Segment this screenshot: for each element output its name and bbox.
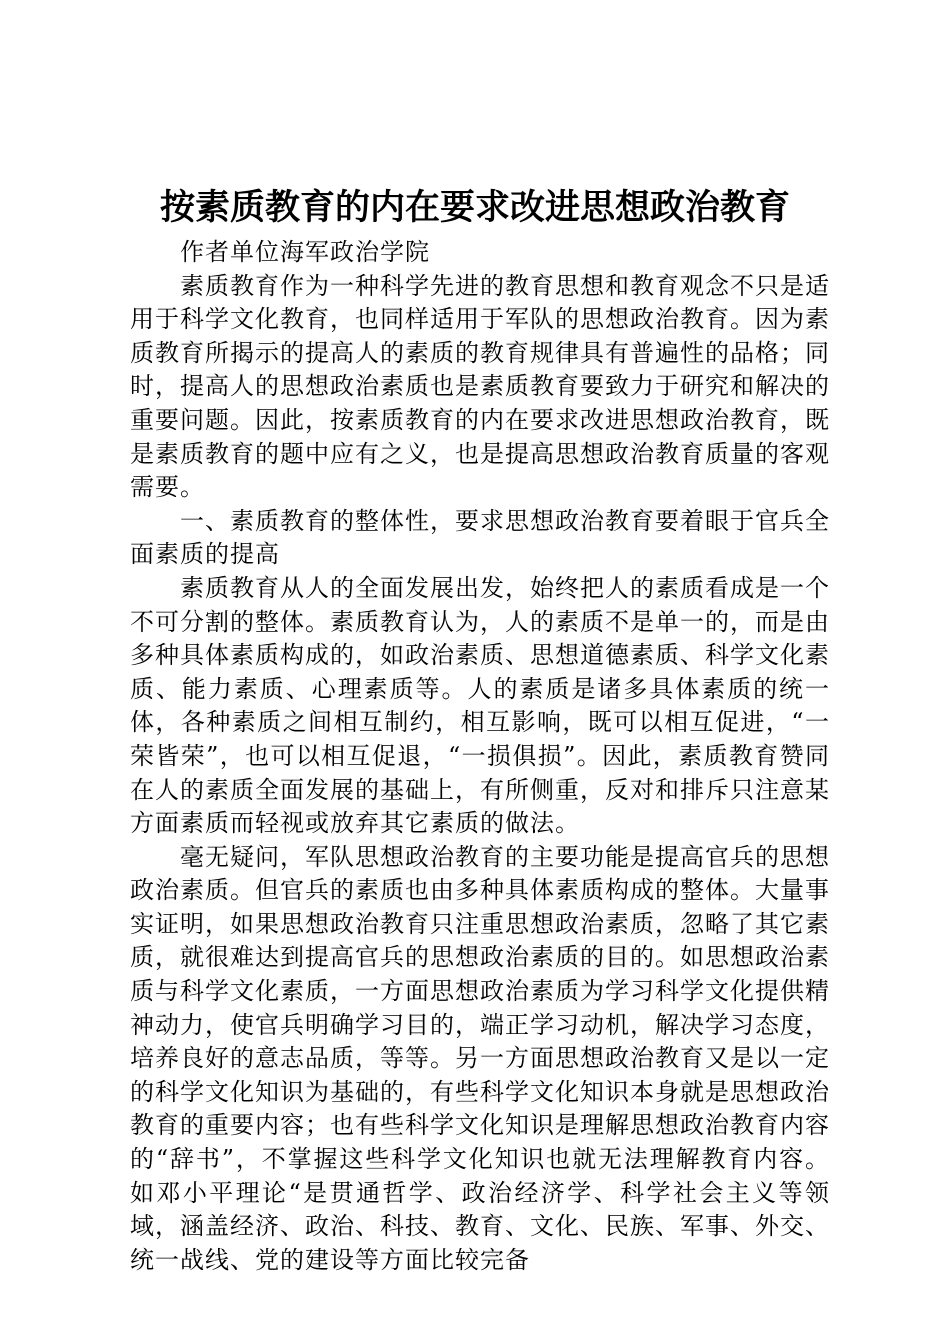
paragraph: 毫无疑问，军队思想政治教育的主要功能是提高官兵的思想政治素质。但官兵的素质也由多种具体素质构成的整体。大量事实证明，如果思想政治教育只注重思想政治素质，忽略了其它素质，就很难达到提高官兵的思想政治素质的目的。如思想政治素质与科学文化素质，一方面思想政治素质为学习科学文化提供精神动力，使官兵明确学习目的，端正学习动机，解决学习态度，培养良好的意志品质，等等。另一方面思想政治教育又是以一定的科学文化知识为基础的，有些科学文化知识本身就是思想政治教育的重要内容；也有些科学文化知识是理解思想政治教育内容的“辞书”，不掌握这些科学文化知识也就无法理解教育内容。如邓小平理论“是贯通哲学、政治经济学、科学社会主义等领域，涵盖经济、政治、科技、教育、文化、民族、军事、外交、统一战线、党的建设等方面比较完备 (130, 842, 830, 1274)
paragraph: 素质教育作为一种科学先进的教育思想和教育观念不只是适用于科学文化教育，也同样适用于军队的思想政治教育。因为素质教育所揭示的提高人的素质的教育规律具有普遍性的品格；同时，提高人的思想政治素质也是素质教育要致力于研究和解决的重要问题。因此，按素质教育的内在要求改进思想政治教育，既是素质教育的题中应有之义，也是提高思想政治教育质量的客观需要。 (130, 271, 830, 502)
document-body (130, 236, 830, 1277)
paragraph: 素质教育从人的全面发展出发，始终把人的素质看成是一个不可分割的整体。素质教育认为，人的素质不是单一的，而是由多种具体素质构成的，如政治素质、思想道德素质、科学文化素质、能力素质、心理素质等。人的素质是诸多具体素质的统一体，各种素质之间相互制约，相互影响，既可以相互促进，“一荣皆荣”，也可以相互促退，“一损俱损”。因此，素质教育赞同在人的素质全面发展的基础上，有所侧重，反对和排斥只注意某方面素质而轻视或放弃其它素质的做法。 (130, 573, 830, 838)
section-heading: 一、素质教育的整体性，要求思想政治教育要着眼于官兵全面素质的提高 (130, 506, 830, 569)
document-title: 按素质教育的内在要求改进思想政治教育 (159, 188, 790, 228)
author-line: 作者单位海军政治学院 (180, 238, 430, 266)
